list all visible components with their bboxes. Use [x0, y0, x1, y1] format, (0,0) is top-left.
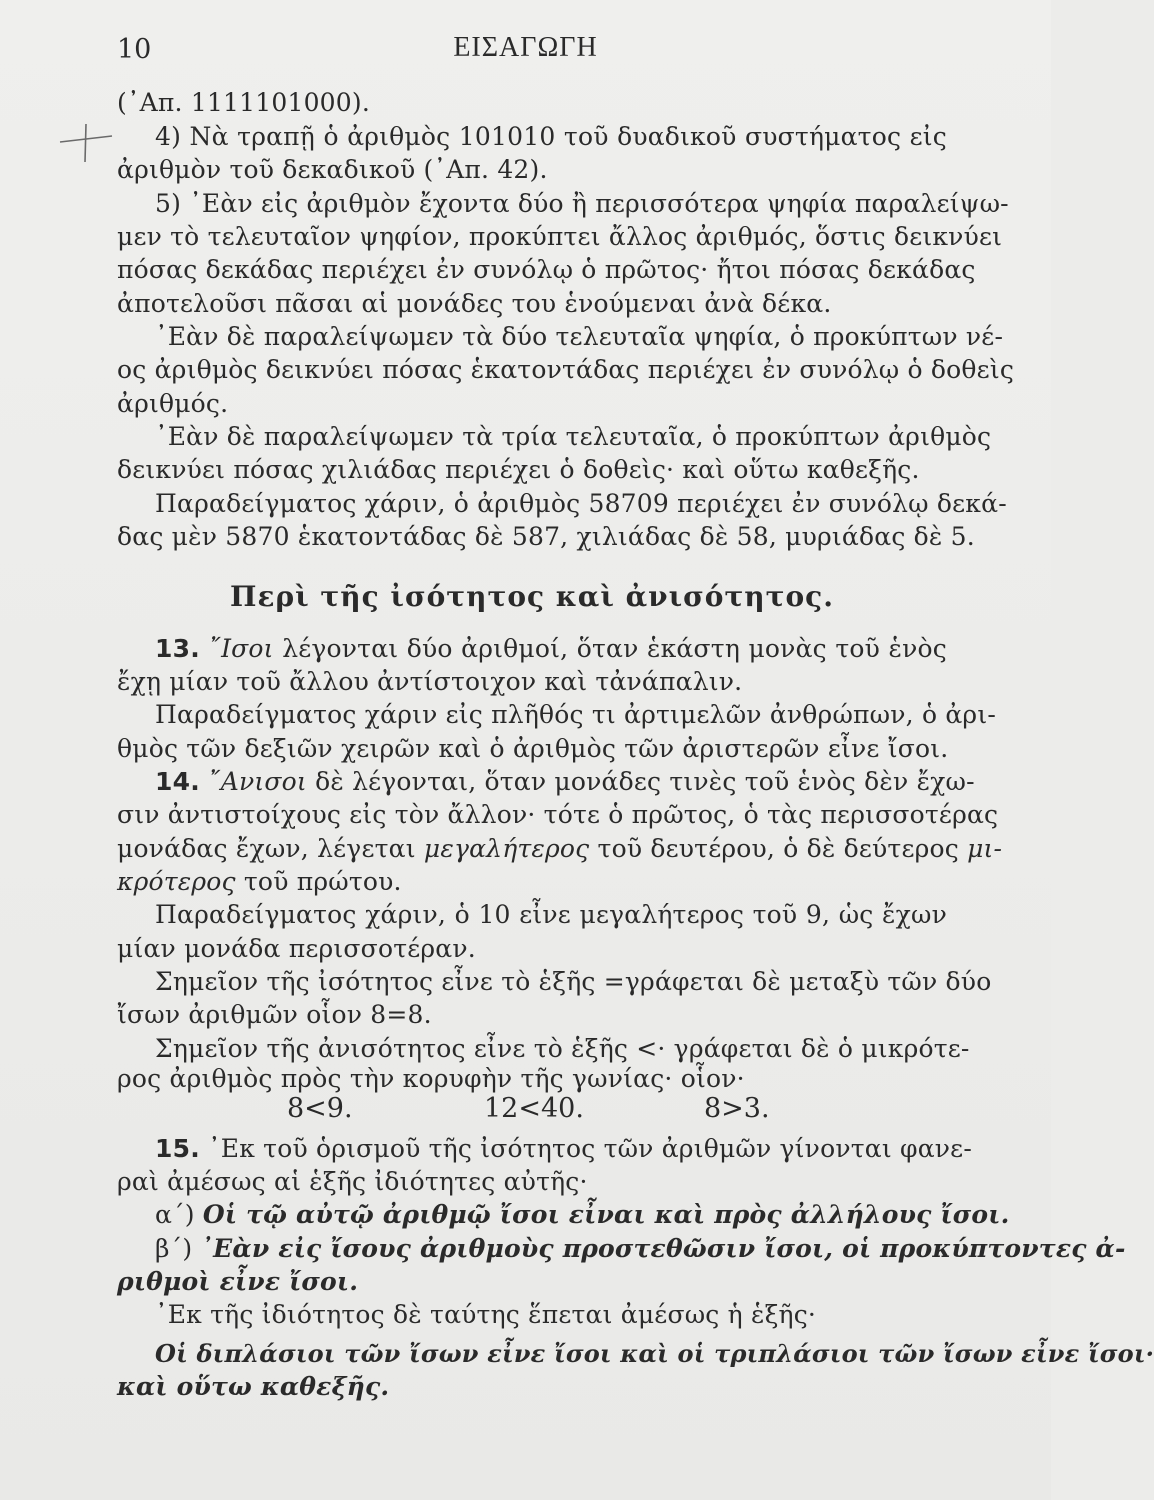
text-line: ος ἀριθμὸς δεικνύει πόσας ἑκατοντάδας περιέχει ἐν συνόλῳ ὁ δοθεὶς [117, 355, 1015, 384]
text-line: ᾽Εκ τῆς ἰδιότητος δὲ ταύτης ἕπεται ἀμέσως ἡ ἑξῆς· [155, 1300, 817, 1329]
property-text: Οἱ τῷ αὐτῷ ἀριθμῷ ἴσοι εἶναι καὶ πρὸς ἀλλήλους ἴσοι. [202, 1200, 1010, 1229]
text-span: δὲ λέγονται, ὅταν μονάδες τινὲς τοῦ ἑνὸς δὲν ἔχω- [315, 767, 975, 796]
text-line [117, 865, 947, 899]
text-line: ρος ἀριθμὸς πρὸς τὴν κορυφὴν τῆς γωνίας· οἷον· [117, 1064, 745, 1093]
defined-term: ῎Ανισοι [208, 767, 307, 796]
property-a [155, 1198, 1010, 1232]
section-number: 13. [155, 634, 200, 663]
text-span: μονάδας ἔχων, λέγεται [117, 834, 416, 863]
section-heading: Περὶ τῆς ἰσότητος καὶ ἀνισότητος. [230, 580, 834, 613]
text-line: ἀριθμός. [117, 389, 229, 418]
text-line: ᾽Εὰν δὲ παραλείψωμεν τὰ δύο τελευταῖα ψηφία, ὁ προκύπτων νέ- [155, 322, 1004, 351]
text-line: πόσας δεκάδας περιέχει ἐν συνόλῳ ὁ πρῶτος· ἤτοι πόσας δεκάδας [117, 255, 976, 284]
text-span: τοῦ δευτέρου, ὁ δὲ δεύτερος [597, 834, 959, 863]
paragraph-13-line [155, 632, 947, 666]
text-line: ραὶ ἀμέσως αἱ ἑξῆς ἰδιότητες αὐτῆς· [117, 1167, 588, 1196]
defined-term: κρότερος [117, 867, 236, 896]
text-line: ᾽Εὰν δὲ παραλείψωμεν τὰ τρία τελευταῖα, ὁ προκύπτων ἀριθμὸς [155, 422, 992, 451]
text-line [117, 832, 1003, 866]
defined-term: μι- [967, 834, 1003, 863]
defined-term: μεγαλήτερος [423, 834, 590, 863]
paragraph-14-line [155, 765, 975, 799]
defined-term: ῎Ισοι [208, 634, 274, 663]
text-span: λέγονται δύο ἀριθμοί, ὅταν ἑκάστη μονὰς τοῦ ἑνὸς [282, 634, 947, 663]
text-line: μίαν μονάδα περισσοτέραν. [117, 934, 476, 963]
running-title: ΕΙΣΑΓΩΓΗ [453, 32, 598, 63]
text-line: ἔχῃ μίαν τοῦ ἄλλου ἀντίστοιχον καὶ τἀνάπαλιν. [117, 667, 743, 696]
property-text: ᾽Εὰν εἰς ἴσους ἀριθμοὺς προστεθῶσιν ἴσοι, οἱ προκύπτοντες ἀ- [200, 1234, 1126, 1263]
text-line: ριθμοὶ εἶνε ἴσοι. [117, 1267, 359, 1296]
inequality-example: 12<40. [484, 1093, 584, 1124]
inequality-example: 8<9. [287, 1093, 353, 1124]
text-line: (᾽Απ. 1111101000). [117, 88, 370, 117]
section-number: 15. [155, 1134, 200, 1163]
text-line: Παραδείγματος χάριν εἰς πλῆθός τι ἀρτιμελῶν ἀνθρώπων, ὁ ἀρι- [155, 700, 996, 729]
text-line: δας μὲν 5870 ἑκατοντάδας δὲ 587, χιλιάδας δὲ 58, μυριάδας δὲ 5. [117, 522, 975, 551]
text-line: δεικνύει πόσας χιλιάδας περιέχει ὁ δοθεὶς· καὶ οὕτω καθεξῆς. [117, 455, 920, 484]
text-span: ᾽Εκ τοῦ ὁρισμοῦ τῆς ἰσότητος τῶν ἀριθμῶν γίνονται φανε- [208, 1134, 972, 1163]
inequality-example: 8>3. [704, 1093, 770, 1124]
text-line: μεν τὸ τελευταῖον ψηφίον, προκύπτει ἄλλος ἀριθμός, ὅστις δεικνύει [117, 222, 1003, 251]
text-line: Παραδείγματος χάριν, ὁ 10 εἶνε μεγαλήτερος τοῦ 9, ὡς ἔχων [155, 900, 947, 929]
text-line: θμὸς τῶν δεξιῶν χειρῶν καὶ ὁ ἀριθμὸς τῶν ἀριστερῶν εἶνε ἴσοι. [117, 734, 949, 763]
page-number: 10 [117, 34, 152, 65]
text-line: ἀριθμὸν τοῦ δεκαδικοῦ (᾽Απ. 42). [117, 155, 548, 184]
property-b [155, 1232, 1126, 1266]
text-line: 4) Νὰ τραπῇ ὁ ἀριθμὸς 101010 τοῦ δυαδικοῦ συστήματος εἰς [155, 122, 947, 151]
text-line: 5) ᾽Εὰν εἰς ἀριθμὸν ἔχοντα δύο ἢ περισσότερα ψηφία παραλείψω- [155, 189, 1009, 218]
property-label: α΄) [155, 1200, 195, 1229]
text-line: Σημεῖον τῆς ἰσότητος εἶνε τὸ ἑξῆς =γράφεται δὲ μεταξὺ τῶν δύο [155, 967, 992, 996]
text-line: σιν ἀντιστοίχους εἰς τὸν ἄλλον· τότε ὁ πρῶτος, ὁ τὰς περισσοτέρας [117, 800, 999, 829]
text-line: ἀποτελοῦσι πᾶσαι αἱ μονάδες του ἑνούμεναι ἀνὰ δέκα. [117, 289, 832, 318]
property-label: β΄) [155, 1234, 193, 1263]
text-line: Σημεῖον τῆς ἀνισότητος εἶνε τὸ ἑξῆς <· γράφεται δὲ ὁ μικρότε- [155, 1034, 970, 1063]
section-number: 14. [155, 767, 200, 796]
paragraph-15-line [155, 1132, 972, 1166]
text-span: τοῦ πρώτου. [243, 867, 402, 896]
margin-pencil-mark [58, 120, 114, 164]
text-line: καὶ οὕτω καθεξῆς. [117, 1372, 390, 1401]
text-line: Οἱ διπλάσιοι τῶν ἴσων εἶνε ἴσοι καὶ οἱ τριπλάσιοι τῶν ἴσων εἶνε ἴσοι· [155, 1339, 1154, 1368]
text-line: Παραδείγματος χάριν, ὁ ἀριθμὸς 58709 περιέχει ἐν συνόλῳ δεκά- [155, 489, 1007, 518]
text-line: ἴσων ἀριθμῶν οἷον 8=8. [117, 1000, 432, 1029]
